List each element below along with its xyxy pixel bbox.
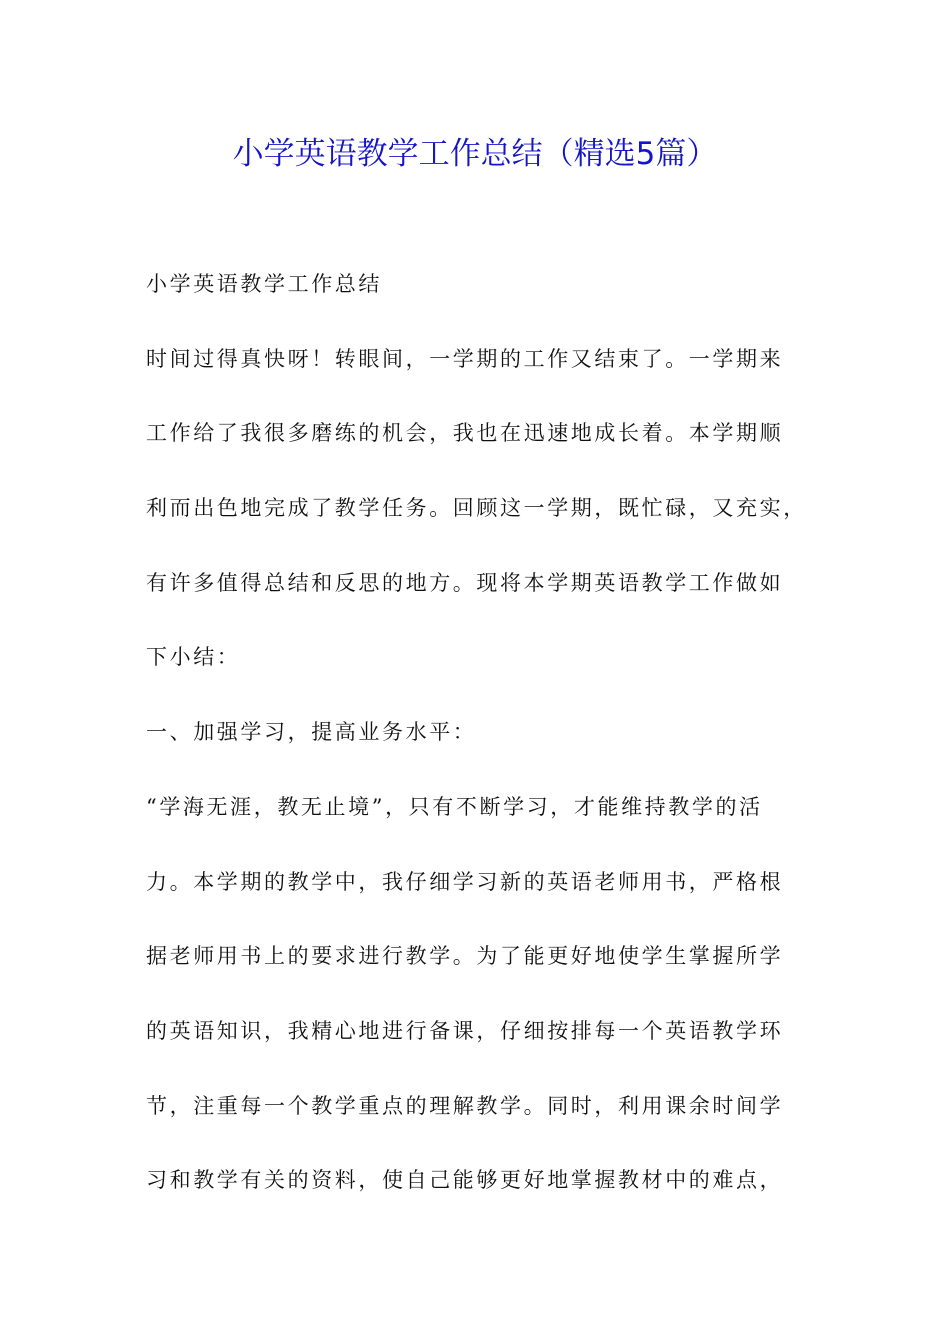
document-body: [146, 262, 808, 1233]
document-title: 小学英语教学工作总结（精选5篇）: [232, 136, 718, 172]
paragraph-line: 时间过得真快呀！转眼间，一学期的工作又结束了。一学期来: [146, 346, 784, 371]
paragraph-line: 力。本学期的教学中，我仔细学习新的英语老师用书，严格根: [146, 869, 784, 894]
paragraph-line: 有许多值得总结和反思的地方。现将本学期英语教学工作做如: [146, 570, 784, 595]
paragraph-line: 的英语知识，我精心地进行备课，仔细按排每一个英语教学环: [146, 1018, 784, 1043]
paragraph-line: 节，注重每一个教学重点的理解教学。同时，利用课余时间学: [146, 1093, 784, 1118]
paragraph-line: 利而出色地完成了教学任务。回顾这一学期，既忙碌，又充实，: [146, 496, 807, 521]
paragraph-line: “学海无涯，教无止境”，只有不断学习，才能维持教学的活: [146, 794, 763, 819]
paragraph-line: 据老师用书上的要求进行教学。为了能更好地使学生掌握所学: [146, 944, 784, 969]
paragraph-line: 工作给了我很多磨练的机会，我也在迅速地成长着。本学期顺: [146, 421, 784, 446]
paragraph-line: 习和教学有关的资料，使自己能够更好地掌握教材中的难点，: [146, 1168, 784, 1193]
subsection-heading: 一、加强学习，提高业务水平：: [146, 720, 477, 745]
paragraph-line: 下小结：: [146, 645, 241, 670]
section-heading: 小学英语教学工作总结: [146, 272, 382, 296]
